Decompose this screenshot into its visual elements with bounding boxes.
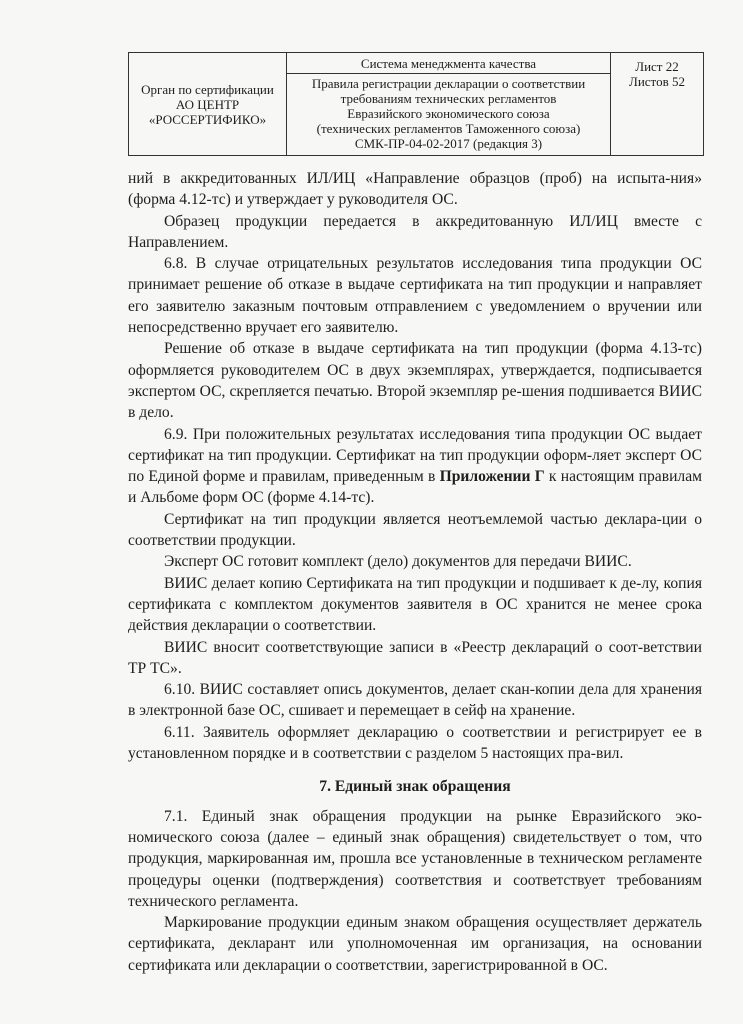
paragraph: 6.8. В случае отрицательных результатов исследования типа продукции ОС принимает решение об отказе в выдаче сертификата на тип продукции и направляет его заявителю заказным почтовым отправлением с уведомлением о вручении или непосредственно вручает его заявителю. [128,255,702,337]
rules-line: Евразийского экономического союза [347,106,550,121]
sheets-total: Листов 52 [629,74,685,89]
org-line: АО ЦЕНТР [175,96,240,112]
rules-line: требованиям технических регламентов [340,91,557,106]
paragraph: ВИИС вносит соответствующие записи в «Реестр деклараций о соот-ветствии ТР ТС». [128,638,702,677]
paragraph: ний в аккредитованных ИЛ/ИЦ «Направление образцов (проб) на испыта-ния» (форма 4.12-тс) и утверждает у руководителя ОС. [128,170,702,209]
paragraph-text: к настоящим правилам и Альбоме форм ОС (форме 4.14-тс). [128,468,702,507]
paragraph: Образец продукции передается в аккредитованную ИЛ/ИЦ вместе с Направлением. [128,212,702,251]
org-line: Орган по сертификации [141,81,274,97]
paragraph: Решение об отказе в выдаче сертификата на тип продукции (форма 4.13-тс) оформляется руководителем ОС в двух экземплярах, утверждается, подписывается экспертом ОС, скрепляется печатью. Второй экземпляр ре-шения подшивается ВИИС в дело. [128,340,702,422]
paragraph: 7.1. Единый знак обращения продукции на рынке Евразийского эко-номического союза (далее – единый знак обращения) свидетельствует о том, что продукция, маркированная им, прошла все установленные в техническом регламенте процедуры оценки (подтверждения) соответствия и соответствует требованиям технического регламента. [128,807,702,910]
rules-line: (технических регламентов Таможенного союза) [316,121,581,136]
section-title: 7. Единый знак обращения [319,778,511,796]
paragraph: ВИИС делает копию Сертификата на тип продукции и подшивает к де-лу, копия сертификата с комплектом документов заявителя в ОС хранится не менее срока действия декларации о соответствии. [128,574,702,635]
paragraph: 6.10. ВИИС составляет опись документов, делает скан-копии дела для хранения в электронной базе ОС, сшивает и перемещает в сейф на хранение. [128,681,702,720]
paragraph: Маркирование продукции единым знаком обращения осуществляет держатель сертификата, декларант или уполномоченная им организация, на основании сертификата или декларации о соответствии, зарегистрированной в ОС. [128,914,702,974]
paragraph: Эксперт ОС готовит комплект (дело) документов для передачи ВИИС. [164,553,632,571]
certification-body-cell [129,53,287,155]
appendix-reference: Приложении Г [439,468,545,486]
rules-title [287,74,610,153]
sheet-info-cell [611,53,703,155]
paragraph [128,424,702,509]
document-header [128,52,704,156]
document-title-cell [287,53,611,155]
sheet-number: Лист 22 [635,59,679,74]
org-line: «РОССЕРТИФИКО» [148,111,267,127]
quality-system-label: Система менеджмента качества [287,53,610,74]
rules-line: Правила регистрации декларации о соответствии [311,76,586,91]
document-body [128,168,702,976]
rules-code: СМК-ПР-04-02-2017 (редакция 3) [354,136,543,151]
paragraph: 6.11. Заявитель оформляет декларацию о соответствии и регистрирует ее в установленном порядке и в соответствии с разделом 5 настоящих пра-вил. [128,723,702,763]
paragraph-text: 6.9. При положительных результатах исследования типа продукции ОС выдает сертификат на тип продукции. Сертификат на тип продукции оформ-ляет эксперт ОС по Единой форме и правилам, приведенным в [128,425,702,486]
paragraph: Сертификат на тип продукции является неотъемлемой частью деклара-ции о соответствии продукции. [128,510,702,550]
